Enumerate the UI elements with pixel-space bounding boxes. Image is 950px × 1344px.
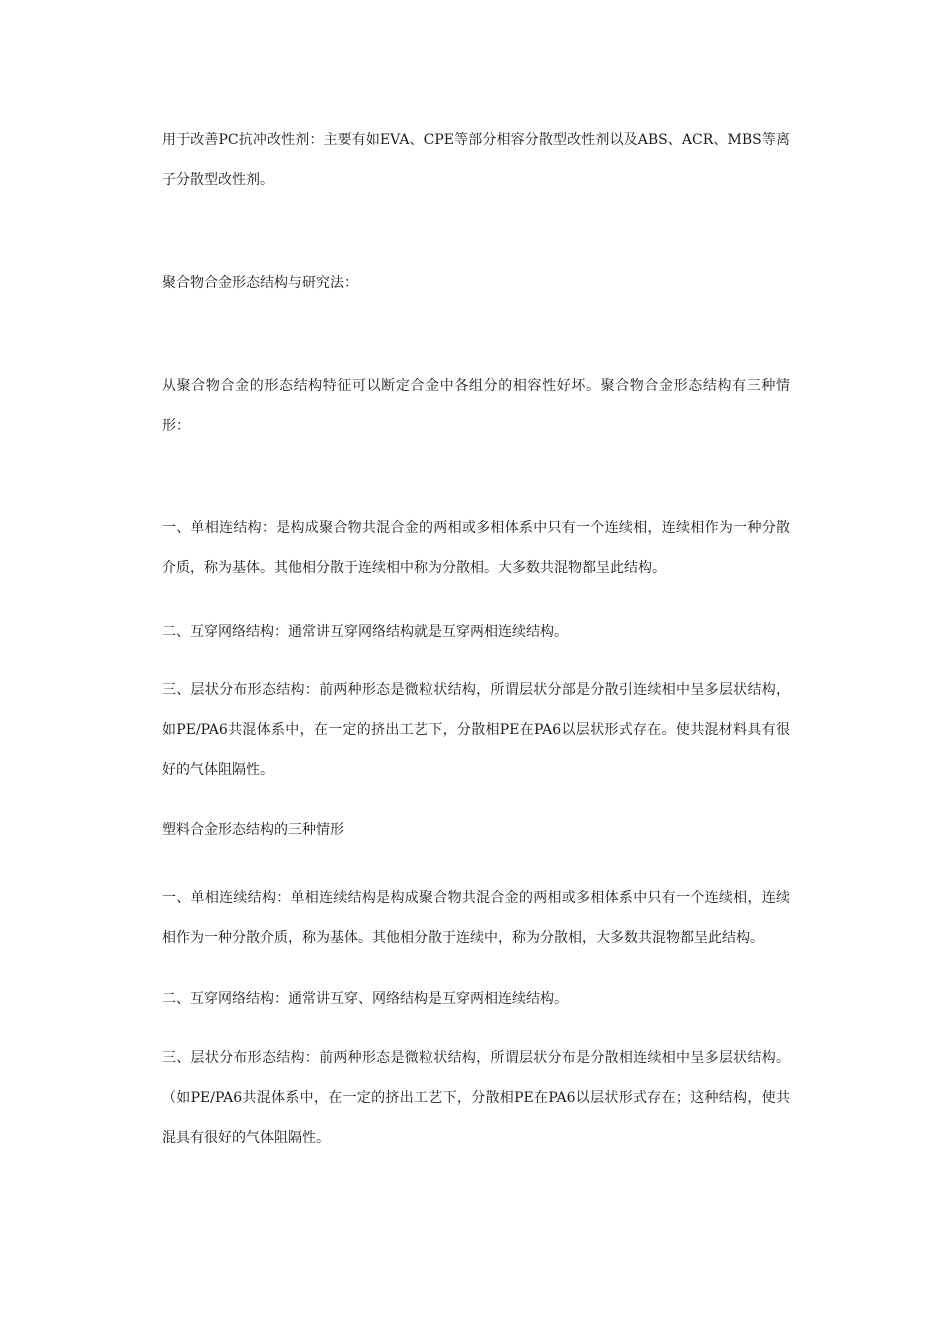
paragraph-single-phase-structure: 一、单相连结构：是构成聚合物共混合金的两相或多相体系中只有一个连续相，连续相作为一种分散介质，称为基体。其他相分散于连续相中称为分散相。大多数共混物都呈此结构。 [162,520,790,576]
paragraph-layered-structure: 三、层状分布形态结构：前两种形态是微粒状结构，所谓层状分部是分散引连续相中呈多层状结构，如PE/PA6共混体系中，在一定的挤出工艺下，分散相PE在PA6以层状形式存在。使共混材料具有很好的气体阻隔性。 [162,682,790,778]
paragraph-plastic-alloy-heading: 塑料合金形态结构的三种情形 [162,822,344,838]
paragraph-ipn-network: 二、互穿网络结构：通常讲互穿、网络结构是互穿两相连续结构。 [162,991,568,1007]
paragraph-single-continuous: 一、单相连续结构：单相连续结构是构成聚合物共混合金的两相或多相体系中只有一个连续相，连续相作为一种分散介质，称为基体。其他相分散于连续中，称为分散相，大多数共混物都呈此结构。 [162,890,790,946]
paragraph-morphology-intro: 从聚合物合金的形态结构特征可以断定合金中各组分的相容性好坏。聚合物合金形态结构有三种情形： [162,378,790,434]
paragraph-ipn-structure: 二、互穿网络结构：通常讲互穿网络结构就是互穿两相连续结构。 [162,624,568,640]
paragraph-layered-distribution: 三、层状分布形态结构：前两种形态是微粒状结构，所谓层状分布是分散相连续相中呈多层状结构。（如PE/PA6共混体系中，在一定的挤出工艺下，分散相PE在PA6以层状形式存在；这种结构，使共混具有很好的气体阻隔性。 [162,1050,790,1146]
paragraph-alloy-heading: 聚合物合金形态结构与研究法： [162,275,358,291]
paragraph-pc-impact-modifier: 用于改善PC抗冲改性剂：主要有如EVA、CPE等部分相容分散型改性剂以及ABS、ACR、MBS等离子分散型改性剂。 [162,132,790,188]
